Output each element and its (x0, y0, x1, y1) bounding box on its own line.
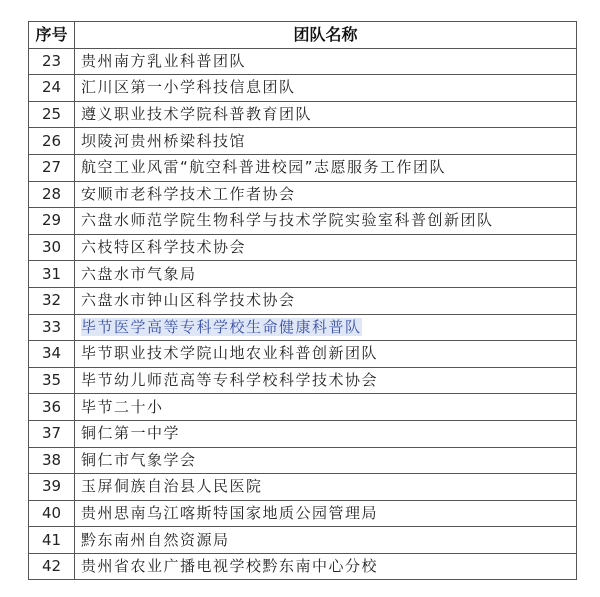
row-team-name: 六盘水市气象局 (81, 264, 197, 283)
table-row (29, 154, 577, 181)
row-team-name: 遵义职业技术学院科普教育团队 (81, 105, 313, 124)
header-team-name: 团队名称 (75, 22, 577, 49)
row-number: 31 (29, 261, 75, 288)
row-team-name-cell (75, 128, 577, 155)
row-team-name: 毕节幼儿师范高等专科学校科学技术协会 (81, 371, 379, 390)
row-team-name-cell (75, 101, 577, 128)
row-number: 41 (29, 527, 75, 554)
row-team-name-cell (75, 367, 577, 394)
row-team-name-cell (75, 394, 577, 421)
table-row (29, 314, 577, 341)
row-team-name: 毕节医学高等专科学校生命健康科普队 (81, 317, 362, 336)
row-number: 36 (29, 394, 75, 421)
row-team-name: 毕节二十小 (81, 397, 164, 416)
row-team-name-cell (75, 474, 577, 501)
row-team-name: 铜仁第一中学 (81, 424, 181, 443)
row-number: 27 (29, 154, 75, 181)
row-team-name: 贵州南方乳业科普团队 (81, 51, 247, 70)
row-number: 39 (29, 474, 75, 501)
row-number: 30 (29, 234, 75, 261)
table-row (29, 367, 577, 394)
table-body (29, 48, 577, 580)
row-number: 23 (29, 48, 75, 75)
row-team-name: 坝陵河贵州桥梁科技馆 (81, 131, 247, 150)
table-row (29, 447, 577, 474)
row-team-name-cell (75, 341, 577, 368)
row-team-name: 黔东南州自然资源局 (81, 530, 230, 549)
table-row (29, 500, 577, 527)
row-team-name-cell (75, 261, 577, 288)
table-row (29, 553, 577, 580)
team-list-table (28, 21, 577, 580)
table-row (29, 181, 577, 208)
row-number: 28 (29, 181, 75, 208)
row-team-name-cell (75, 447, 577, 474)
row-team-name-cell (75, 48, 577, 75)
row-number: 26 (29, 128, 75, 155)
row-team-name-cell (75, 527, 577, 554)
row-team-name-cell (75, 208, 577, 235)
row-team-name-cell (75, 553, 577, 580)
row-number: 34 (29, 341, 75, 368)
row-team-name-cell (75, 420, 577, 447)
table-row (29, 234, 577, 261)
table-row (29, 48, 577, 75)
table-row (29, 420, 577, 447)
row-number: 37 (29, 420, 75, 447)
row-team-name: 贵州省农业广播电视学校黔东南中心分校 (81, 557, 379, 576)
row-team-name-cell (75, 314, 577, 341)
row-team-name: 六枝特区科学技术协会 (81, 238, 247, 257)
row-number: 40 (29, 500, 75, 527)
row-number: 24 (29, 75, 75, 102)
table-row (29, 341, 577, 368)
table-row (29, 101, 577, 128)
row-team-name: 汇川区第一小学科技信息团队 (81, 78, 296, 97)
header-number: 序号 (29, 22, 75, 49)
row-number: 38 (29, 447, 75, 474)
row-team-name: 毕节职业技术学院山地农业科普创新团队 (81, 344, 379, 363)
row-team-name-cell (75, 181, 577, 208)
table-row (29, 527, 577, 554)
table-row (29, 287, 577, 314)
table-row (29, 394, 577, 421)
row-number: 35 (29, 367, 75, 394)
row-team-name: 玉屏侗族自治县人民医院 (81, 477, 263, 496)
row-number: 42 (29, 553, 75, 580)
row-team-name-cell (75, 75, 577, 102)
row-number: 29 (29, 208, 75, 235)
table-row (29, 474, 577, 501)
row-team-name: 六盘水市钟山区科学技术协会 (81, 291, 296, 310)
table-row (29, 75, 577, 102)
row-number: 33 (29, 314, 75, 341)
row-team-name: 铜仁市气象学会 (81, 450, 197, 469)
table-row (29, 208, 577, 235)
row-number: 25 (29, 101, 75, 128)
row-team-name: 航空工业风雷“航空科普进校园”志愿服务工作团队 (81, 158, 447, 177)
table-row (29, 128, 577, 155)
row-team-name-cell (75, 154, 577, 181)
row-team-name-cell (75, 234, 577, 261)
table-header-row (29, 22, 577, 49)
row-team-name: 安顺市老科学技术工作者协会 (81, 184, 296, 203)
row-team-name: 六盘水师范学院生物科学与技术学院实验室科普创新团队 (81, 211, 494, 230)
row-team-name-cell (75, 287, 577, 314)
row-team-name-cell (75, 500, 577, 527)
row-team-name: 贵州思南乌江喀斯特国家地质公园管理局 (81, 503, 379, 522)
table-row (29, 261, 577, 288)
row-number: 32 (29, 287, 75, 314)
